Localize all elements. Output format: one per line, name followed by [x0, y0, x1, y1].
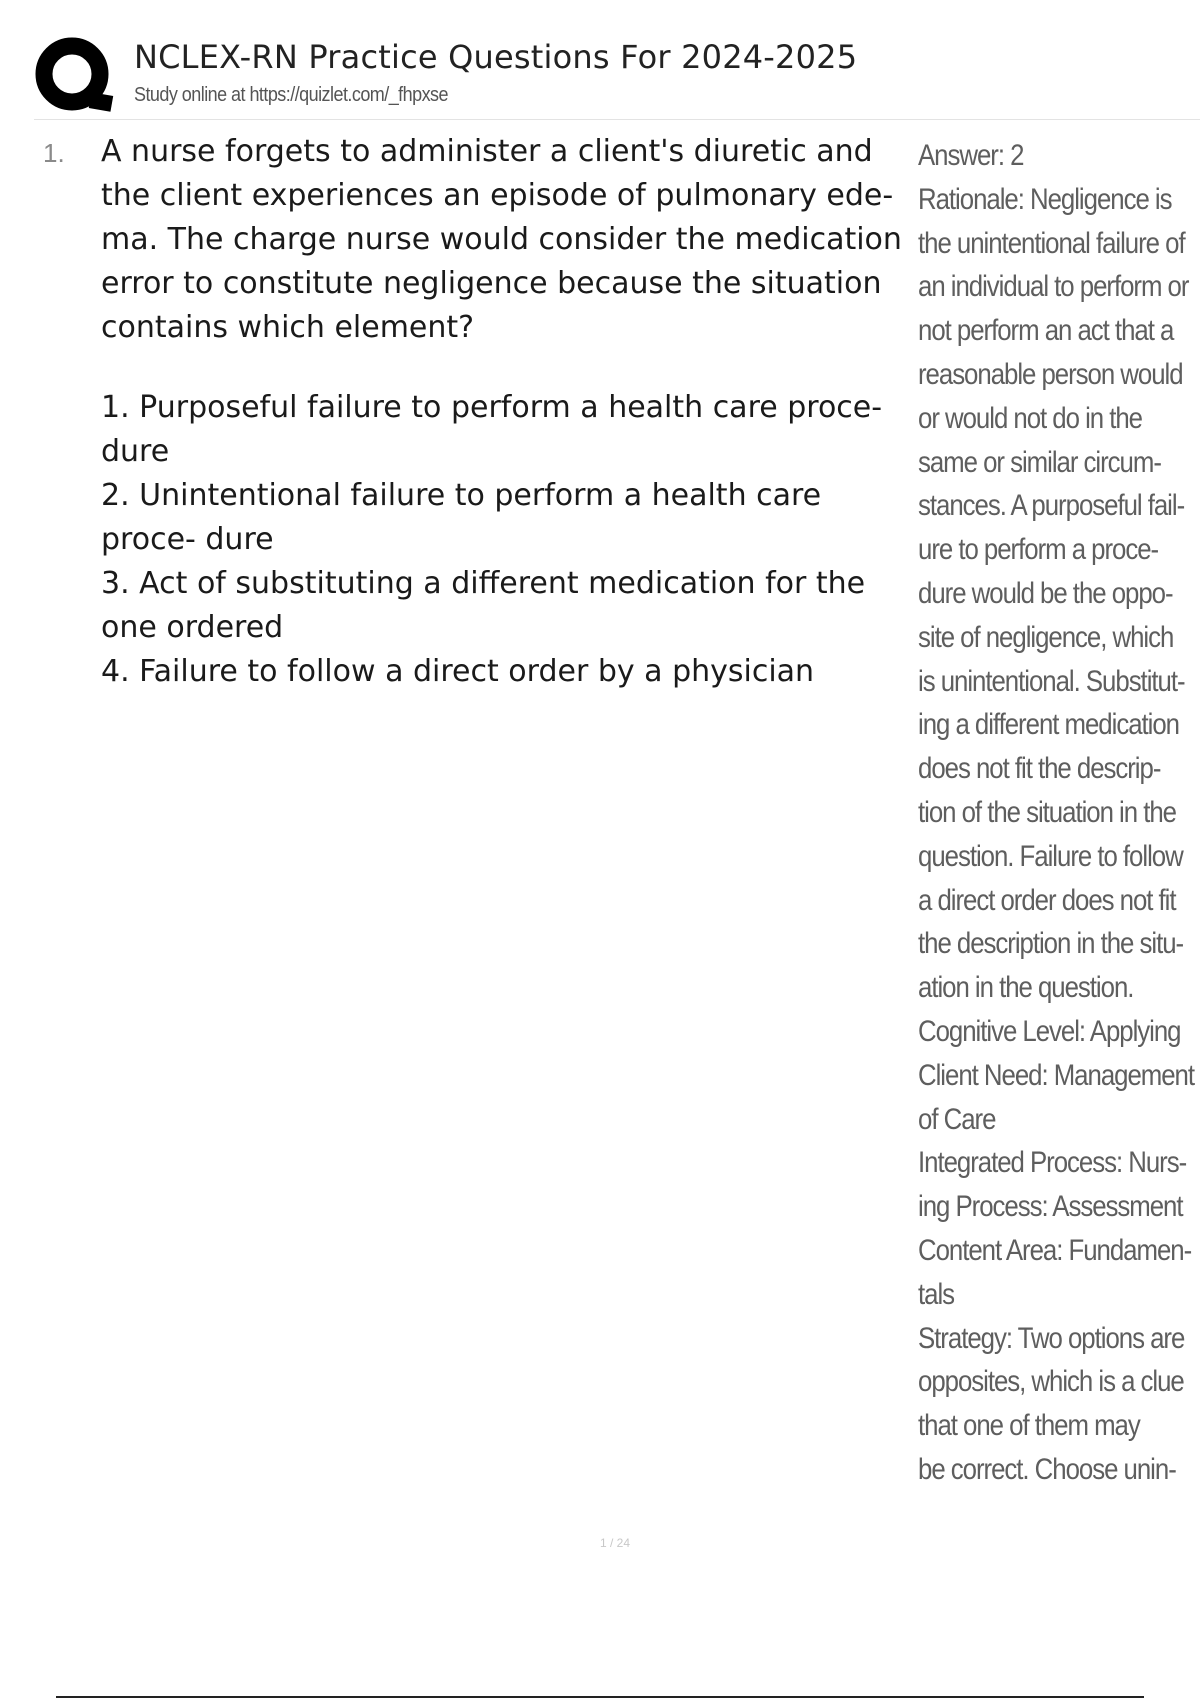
question-stem: A nurse forgets to administer a client's diuretic and the client experiences an episode of pulmonary ede- ma. The charge nurse would consider the medication error to constitute negligence because the situation contains which element? — [101, 134, 902, 345]
answer-line: Answer: 2 — [918, 139, 1024, 172]
option-2: 2. Unintentional failure to perform a health care proce- dure — [101, 478, 822, 557]
answer-line: stances. A purposeful fail- — [918, 489, 1185, 523]
answer-line: same or similar circum- — [918, 445, 1161, 479]
study-online-link[interactable]: Study online at https://quizlet.com/_fhpxse — [134, 84, 448, 106]
answer-line: that one of them may — [918, 1409, 1140, 1443]
answer-line: ing Process: Assessment — [918, 1190, 1183, 1224]
answer-line: dure would be the oppo- — [918, 576, 1173, 610]
bottom-divider — [56, 1696, 1144, 1698]
answer-line: Rationale: Negligence is — [918, 182, 1172, 216]
answer-line: not perform an act that a — [918, 314, 1174, 348]
answer-line: Cognitive Level: Applying — [918, 1014, 1181, 1048]
answer-line: question. Failure to follow — [918, 839, 1183, 873]
answer-line: Content Area: Fundamen- — [918, 1233, 1192, 1267]
answer-line: is unintentional. Substitut- — [918, 664, 1185, 698]
answer-line: ing a different medication — [918, 708, 1179, 742]
answer-line: does not fit the descrip- — [918, 752, 1161, 786]
answer-line: Strategy: Two options are — [918, 1321, 1185, 1355]
answer-line: tals — [918, 1277, 955, 1311]
answer-line: ure to perform a proce- — [918, 533, 1159, 567]
quizlet-logo-icon — [34, 36, 114, 116]
answer-line: an individual to perform or — [918, 270, 1189, 304]
answer-line: be correct. Choose unin- — [918, 1452, 1176, 1486]
answer-line: site of negligence, which — [918, 620, 1174, 654]
answer-line: ation in the question. — [918, 971, 1134, 1005]
answer-line: Client Need: Management — [918, 1058, 1195, 1092]
document-title: NCLEX-RN Practice Questions For 2024-2025 — [134, 38, 858, 76]
answer-line: a direct order does not fit — [918, 883, 1176, 917]
answer-line: the description in the situ- — [918, 927, 1184, 961]
answer-rationale-column — [918, 134, 1198, 1492]
question-number: 1. — [43, 138, 65, 168]
answer-line: Integrated Process: Nurs- — [918, 1146, 1187, 1180]
answer-line: opposites, which is a clue — [918, 1365, 1184, 1399]
answer-line: or would not do in the — [918, 401, 1143, 435]
page-number: 1 / 24 — [600, 1536, 631, 1550]
option-4: 4. Failure to follow a direct order by a physician — [101, 654, 815, 689]
option-3: 3. Act of substituting a different medication for the one ordered — [101, 566, 866, 645]
answer-options — [101, 386, 921, 694]
option-1: 1. Purposeful failure to perform a health care proce- dure — [101, 390, 883, 469]
header-divider — [34, 119, 1200, 120]
answer-line: tion of the situation in the — [918, 795, 1176, 829]
question-text — [101, 130, 921, 350]
answer-line: the unintentional failure of — [918, 226, 1185, 260]
answer-rationale-text — [918, 134, 1195, 1492]
page-header — [34, 34, 1200, 120]
answer-line: of Care — [918, 1102, 996, 1136]
answer-line: reasonable person would — [918, 357, 1183, 391]
